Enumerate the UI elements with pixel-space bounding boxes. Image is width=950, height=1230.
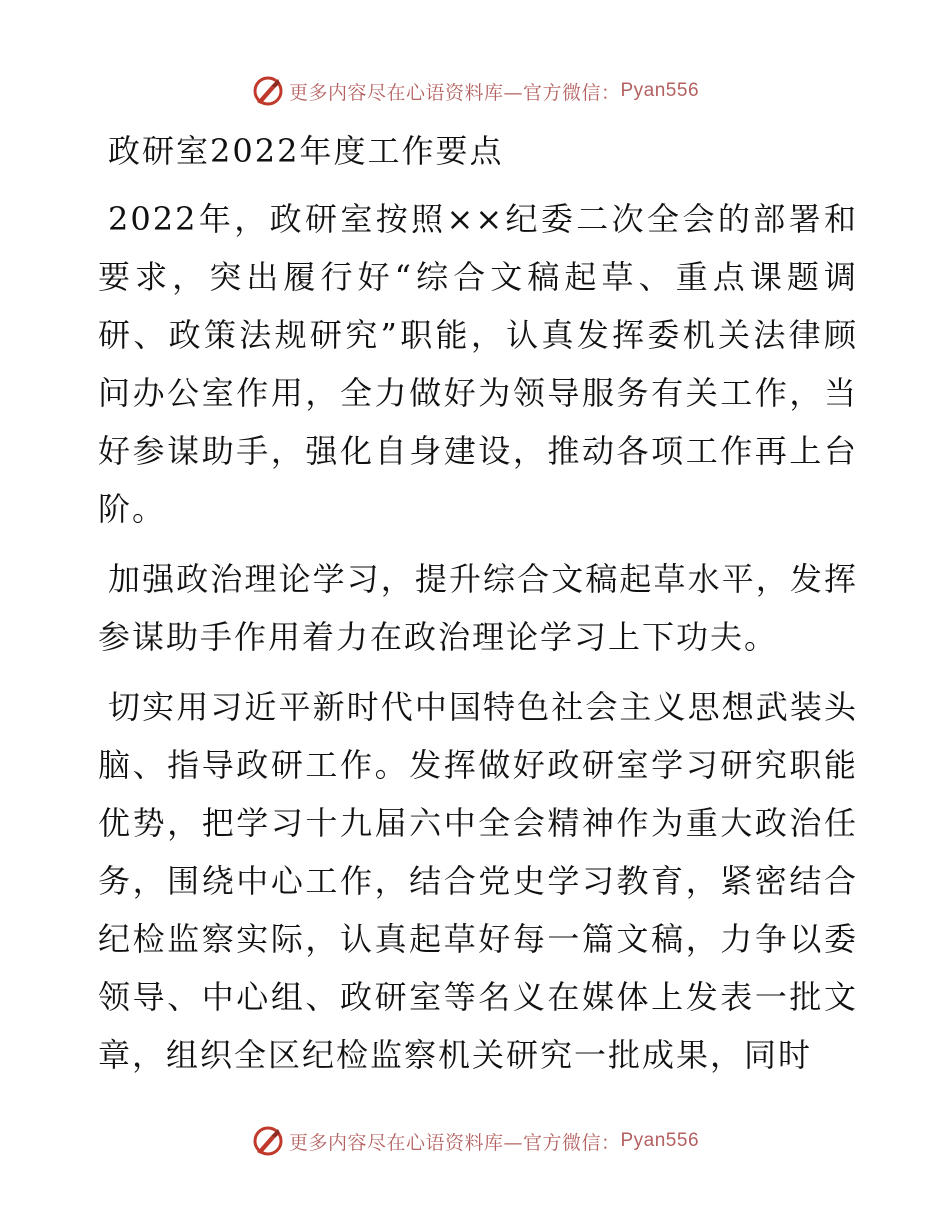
banner-wechat-id: Pyan556 [620, 1130, 700, 1151]
banner-wechat-id: Pyan556 [620, 80, 700, 101]
footer-banner [0, 1123, 950, 1159]
paragraph: 加强政治理论学习，提升综合文稿起草水平，发挥参谋助手作用着力在政治理论学习上下功夫。 [98, 560, 858, 656]
banner-text: 更多内容尽在心语资料库—官方微信： [288, 81, 621, 104]
banner-text: 更多内容尽在心语资料库—官方微信： [288, 1131, 621, 1154]
paragraph: 切实用习近平新时代中国特色社会主义思想武装头脑、指导政研工作。发挥做好政研室学习研究职能优势，把学习十九届六中全会精神作为重大政治任务，围绕中心工作，结合党史学习教育，紧密结合纪检监察实际，认真起草好每一篇文稿，力争以委领导、中心组、政研室等名义在媒体上发表一批文章，组织全区纪检监察机关研究一批成果，同时 [98, 688, 858, 1074]
document-body [98, 122, 858, 1096]
paragraph: 2022年，政研室按照××纪委二次全会的部署和要求，突出履行好“综合文稿起草、重点课题调研、政策法规研究”职能，认真发挥委机关法律顾问办公室作用，全力做好为领导服务有关工作，当好参谋助手，强化自身建设，推动各项工作再上台阶。 [98, 200, 858, 528]
document-title: 政研室2022年度工作要点 [108, 132, 504, 170]
pen-logo-icon [251, 74, 285, 108]
pen-logo-icon [251, 1124, 285, 1158]
header-banner [0, 73, 950, 109]
